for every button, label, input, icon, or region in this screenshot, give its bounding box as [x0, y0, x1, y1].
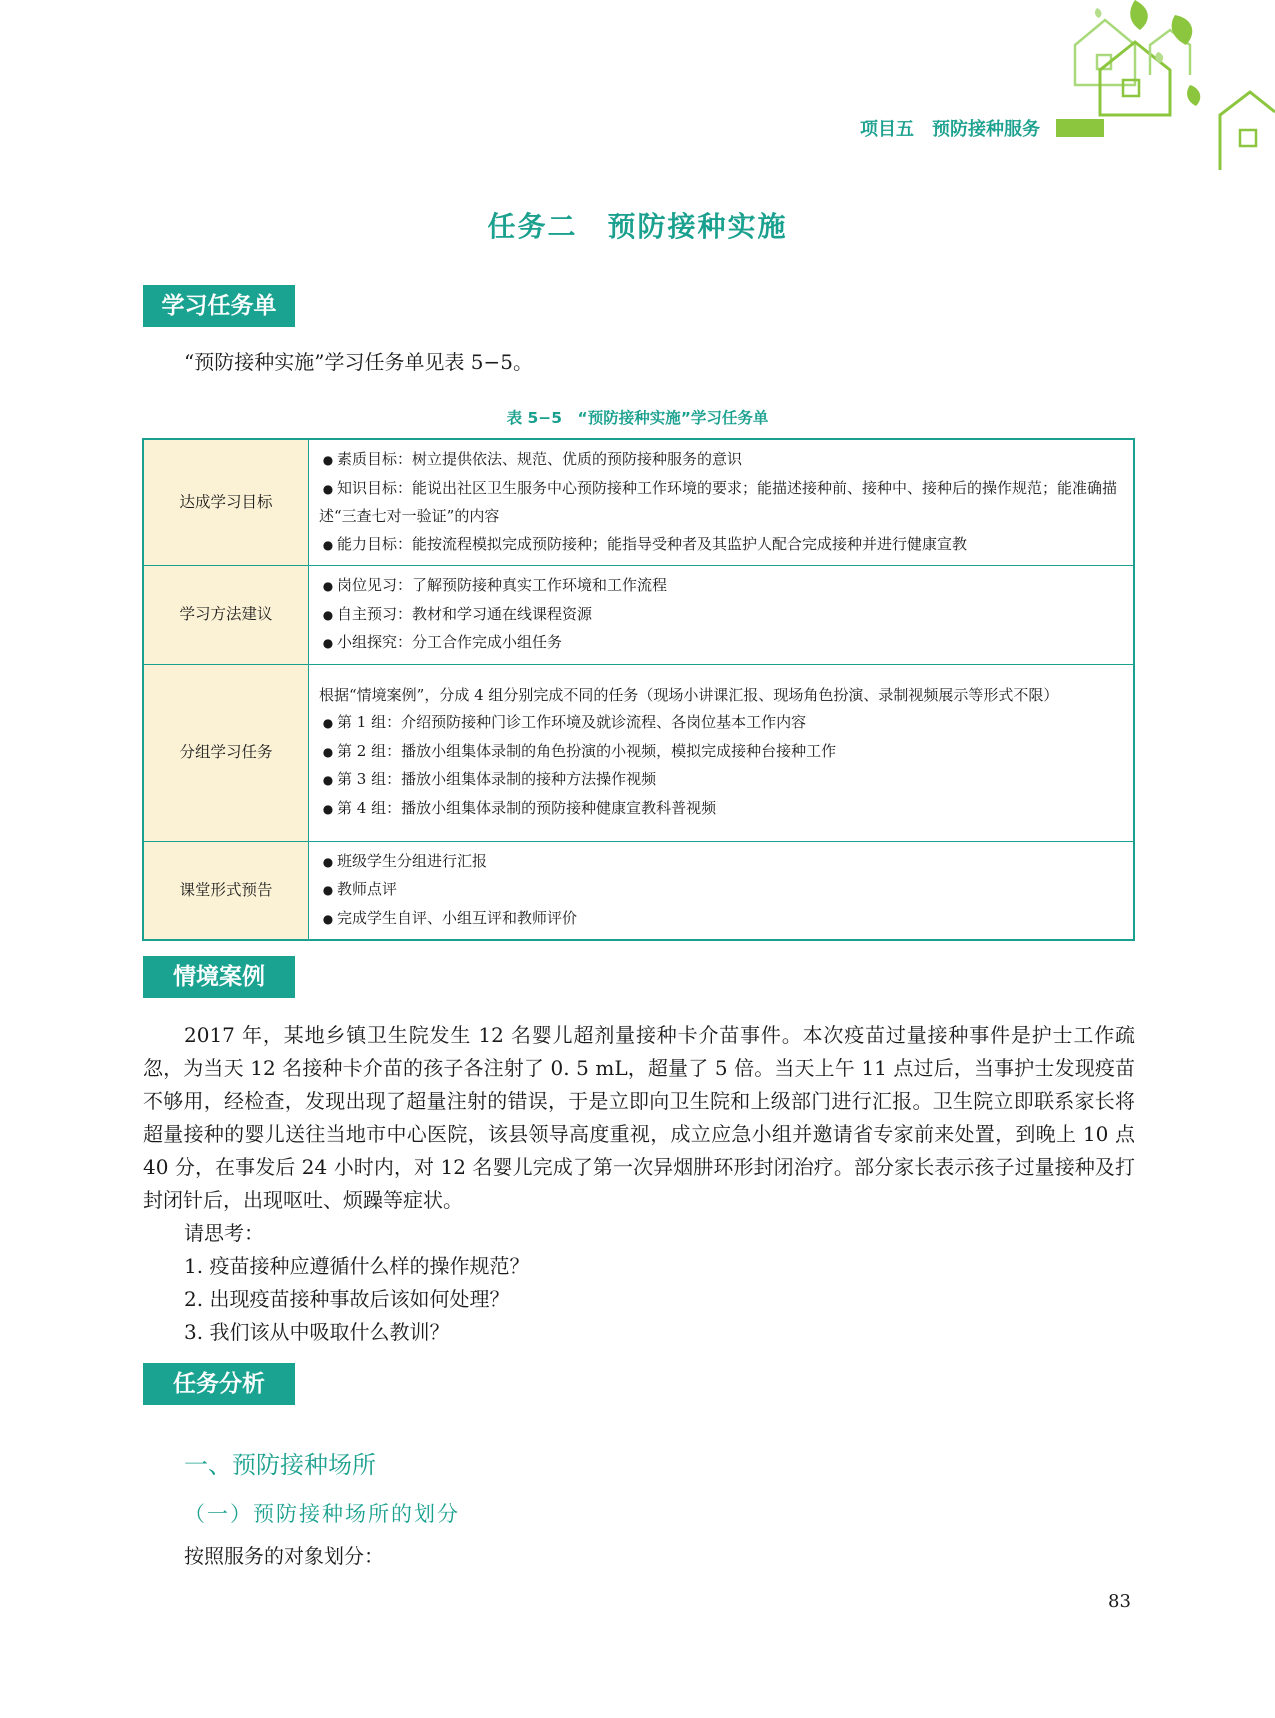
heading-level-1: 一、预防接种场所: [184, 1451, 376, 1479]
body-line: 按照服务的对象划分：: [184, 1544, 384, 1568]
list-item: ● 完成学生自评、小组互评和教师评价: [322, 908, 578, 927]
header-accent-bar: [1056, 119, 1104, 137]
row-content: [309, 566, 1135, 665]
list-item: ● 自主预习：教材和学习通在线课程资源: [322, 604, 593, 623]
row-content: [309, 841, 1135, 940]
house-leaf-decoration: [1040, 0, 1275, 175]
list-item: ● 班级学生分组进行汇报: [322, 851, 488, 870]
row-label: 学习方法建议: [143, 566, 309, 665]
list-item: ● 第 2 组：播放小组集体录制的角色扮演的小视频，模拟完成接种台接种工作: [322, 741, 837, 760]
running-header-text: 项目五 预防接种服务: [860, 119, 1040, 140]
row-lead-text: 根据“情境案例”，分成 4 组分别完成不同的任务（现场小讲课汇报、现场角色扮演、录制视频展示等形式不限）: [319, 685, 1059, 704]
heading-level-2: （一）预防接种场所的划分: [184, 1502, 460, 1526]
question-item: 2. 出现疫苗接种事故后该如何处理？: [184, 1287, 510, 1311]
task-sheet-table: [142, 438, 1135, 941]
row-label: 分组学习任务: [143, 664, 309, 841]
list-item: ● 第 4 组：播放小组集体录制的预防接种健康宣教科普视频: [322, 798, 717, 817]
list-item: ● 第 3 组：播放小组集体录制的接种方法操作视频: [322, 770, 657, 789]
section-tag-case: 情境案例: [143, 956, 295, 998]
question-item: 3. 我们该从中吸取什么教训？: [184, 1320, 450, 1344]
list-item: ● 小组探究：分工合作完成小组任务: [322, 633, 563, 651]
row-content: [309, 664, 1135, 841]
list-item: ● 教师点评: [322, 880, 398, 898]
intro-text: “预防接种实施”学习任务单见表 5−5。: [184, 350, 534, 374]
table-row: [143, 566, 1134, 665]
list-item: ● 知识目标：能说出社区卫生服务中心预防接种工作环境的要求；能描述接种前、接种中、接种后的操作规范；能准确描述“三查七对一验证”的内容: [319, 478, 1118, 525]
section-tag-task-sheet: 学习任务单: [143, 285, 295, 327]
row-content: [309, 439, 1135, 566]
row-label: 达成学习目标: [143, 439, 309, 566]
question-item: 1. 疫苗接种应遵循什么样的操作规范？: [184, 1254, 530, 1278]
page-number: 83: [1108, 1591, 1131, 1612]
questions: [184, 1217, 1084, 1349]
table-row: [143, 664, 1134, 841]
page-title: 任务二 预防接种实施: [487, 210, 788, 243]
list-item: ● 岗位见习：了解预防接种真实工作环境和工作流程: [322, 576, 668, 594]
row-label: 课堂形式预告: [143, 841, 309, 940]
table-row: [143, 841, 1134, 940]
table-row: [143, 439, 1134, 566]
running-header: [860, 115, 1104, 141]
case-text: [143, 1019, 1135, 1217]
list-item: ● 素质目标：树立提供依法、规范、优质的预防接种服务的意识: [322, 450, 743, 468]
case-paragraph: 2017 年，某地乡镇卫生院发生 12 名婴儿超剂量接种卡介苗事件。本次疫苗过量接种事件是护士工作疏忽，为当天 12 名接种卡介苗的孩子各注射了 0. 5 mL，超量了 5 倍。当天上午 11 点过后，当事护士发现疫苗不够用，经检查，发现出现了超量注射的错误，于是立即向卫生院和上级部门进行汇报。卫生院立即联系家长将超量接种的婴儿送往当地市中心医院，该县领导高度重视，成立应急小组并邀请省专家前来处置，到晚上 10 点 40 分，在事发后 24 小时内，对 12 名婴儿完成了第一次异烟肼环形封闭治疗。部分家长表示孩子过量接种及打封闭针后，出现呕吐、烦躁等症状。: [143, 1023, 1135, 1212]
section-tag-analysis: 任务分析: [143, 1363, 295, 1405]
questions-prompt: 请思考：: [184, 1221, 264, 1245]
table-caption: 表 5−5 “预防接种实施”学习任务单: [506, 409, 769, 427]
list-item: ● 能力目标：能按流程模拟完成预防接种；能指导受种者及其监护人配合完成接种并进行健康宣教: [322, 534, 968, 553]
list-item: ● 第 1 组：介绍预防接种门诊工作环境及就诊流程、各岗位基本工作内容: [322, 713, 807, 732]
